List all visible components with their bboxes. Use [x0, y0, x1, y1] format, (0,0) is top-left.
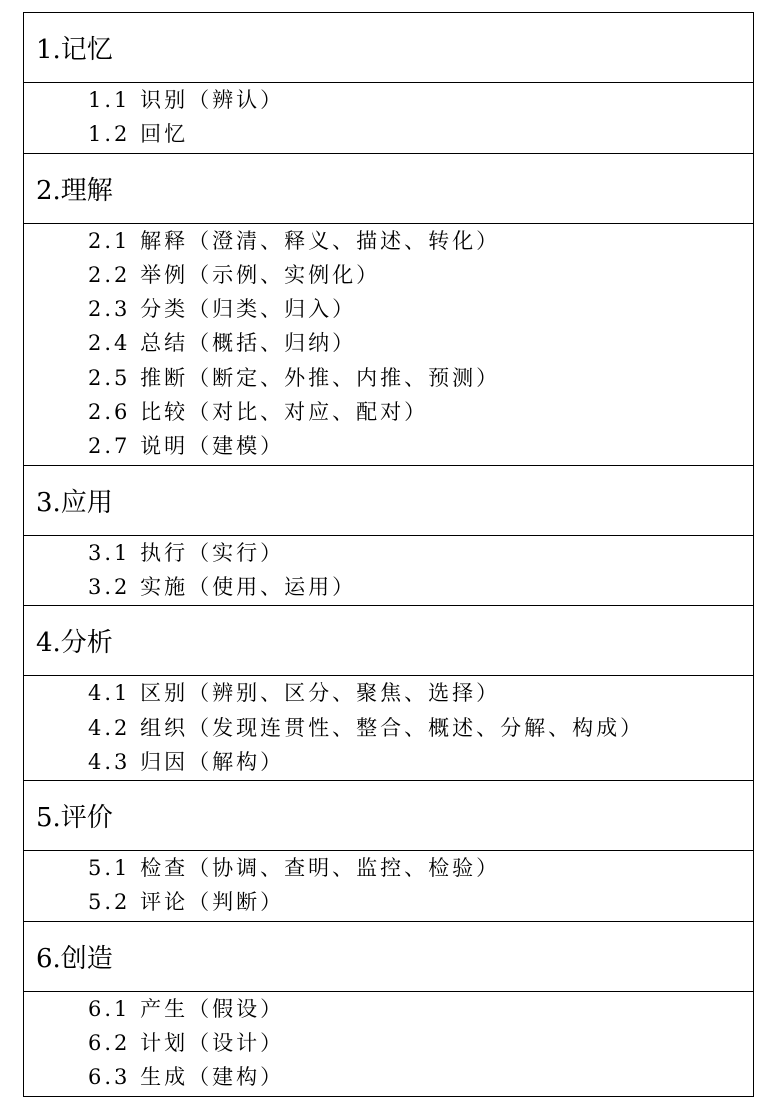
list-item: 4.2 组织（发现连贯性、整合、概述、分解、构成） — [88, 715, 645, 740]
list-item: 1.1 识别（辨认） — [88, 88, 285, 112]
list-item: 4.3 归因（解构） — [88, 749, 285, 774]
section-items — [24, 992, 753, 1096]
section-heading: 5.评价 — [24, 781, 753, 851]
list-item: 2.4 总结（概括、归纳） — [88, 331, 357, 356]
list-item: 5.1 检查（协调、查明、监控、检验） — [88, 856, 501, 881]
list-item: 6.3 生成（建构） — [88, 1065, 285, 1090]
section-heading: 2.理解 — [24, 154, 753, 224]
section-heading: 1.记忆 — [24, 13, 753, 83]
section-items — [24, 676, 753, 781]
section-heading: 6.创造 — [24, 922, 753, 992]
list-item: 2.5 推断（断定、外推、内推、预测） — [88, 365, 501, 390]
list-item: 3.1 执行（实行） — [88, 540, 285, 565]
list-item: 2.7 说明（建模） — [88, 434, 285, 459]
list-item: 1.2 回忆 — [88, 122, 189, 147]
list-item: 4.1 区别（辨别、区分、聚焦、选择） — [88, 681, 501, 706]
section-items — [24, 83, 753, 154]
taxonomy-table — [23, 12, 754, 1097]
section-heading: 4.分析 — [24, 606, 753, 676]
list-item: 5.2 评论（判断） — [88, 890, 285, 915]
section-heading: 3.应用 — [24, 466, 753, 536]
section-items — [24, 851, 753, 922]
list-item: 2.6 比较（对比、对应、配对） — [88, 400, 429, 425]
list-item: 2.1 解释（澄清、释义、描述、转化） — [88, 228, 501, 253]
list-item: 2.2 举例（示例、实例化） — [88, 262, 381, 287]
section-items — [24, 536, 753, 607]
list-item: 3.2 实施（使用、运用） — [88, 574, 357, 599]
list-item: 6.1 产生（假设） — [88, 996, 285, 1021]
section-items — [24, 224, 753, 466]
list-item: 2.3 分类（归类、归入） — [88, 297, 357, 322]
list-item: 6.2 计划（设计） — [88, 1031, 285, 1056]
